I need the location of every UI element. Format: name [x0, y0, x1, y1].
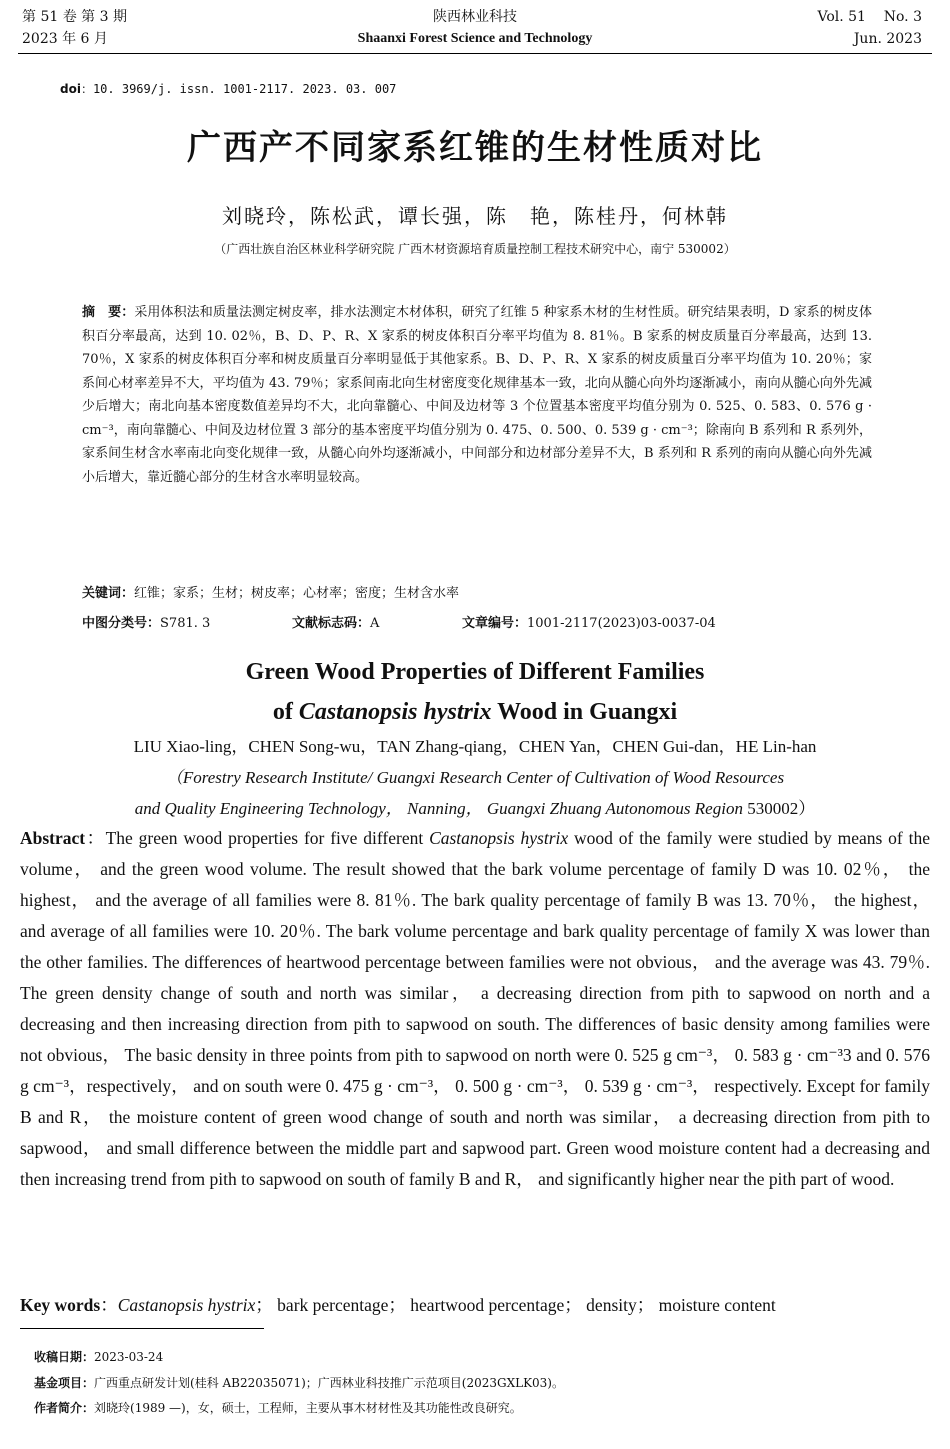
volume-cn: 第 51 卷 第 3 期	[22, 9, 127, 25]
doc-code-value: A	[370, 616, 380, 631]
abstract-en-species: Castanopsis hystrix	[429, 828, 569, 848]
received-date: 2023-03-24	[94, 1350, 164, 1364]
title-en-2a: of	[272, 699, 299, 725]
keywords-en-colon: ：	[100, 1295, 118, 1315]
doc-code-label: 文献标志码：	[292, 616, 371, 631]
affiliation-cn: （广西壮族自治区林业科学研究院 广西木材资源培育质量控制工程技术研究中心，南宁 530002）	[214, 242, 736, 256]
article-no-label: 文章编号：	[462, 616, 528, 631]
keywords-cn-label: 关键词：	[82, 586, 135, 601]
doi-label: doi	[60, 82, 81, 96]
keywords-cn	[82, 582, 459, 606]
received-label: 收稿日期：	[34, 1350, 95, 1364]
affiliation-en	[0, 762, 950, 824]
date-cn: 2023 年 6 月	[22, 31, 108, 47]
abstract-cn-text: 采用体积法和质量法测定树皮率，排水法测定木材体积，研究了红锥 5 种家系木材的生材性质。研究结果表明，D 家系的树皮体积百分率最高，达到 10. 02％，B、D、P、R、X 家系的树皮体积百分率平均值为 8. 81％。B 家系的树皮质量百分率最高，达到 13. 70％，X 家系的树皮体积百分率和树皮质量百分率明显低于其他家系。B、D、P、R、X 家系的树皮质量百分率平均值为 10. 20％；家系间心材率差异不大，平均值为 43. 79％；家系间南北向生材密度变化规律基本一致，北向从髓心向外均逐渐减小，南向从髓心向外先减少后增大；南北向基本密度数值差异均不大，北向靠髓心、中间及边材等 3 个位置基本密度平均值分别为 0. 525、0. 583、0. 576 g · cm⁻³，南向靠髓心、中间及边材位置 3 部分的基本密度平均值分别为 0. 475、0. 500、0. 539 g · cm⁻³；除南向 B 系列和 R 系列外，家系间生材含水率南北向变化规律一致，从髓心向外均逐渐减小，中间部分和边材部分差异不大，B 系列和 R 系列的南向从髓心向外先减小后增大，靠近髓心部分的生材含水率明显较高。	[82, 305, 872, 485]
title-en-line1: Green Wood Properties of Different Families	[245, 659, 705, 685]
title-en-2c: Wood in Guangxi	[491, 699, 678, 725]
abstract-en-a: ：The green wood properties for five different	[85, 828, 430, 848]
fund-label: 基金项目：	[34, 1376, 95, 1390]
journal-name-en: Shaanxi Forest Science and Technology	[357, 31, 593, 46]
authors-cn: 刘晓玲，陈松武，谭长强，陈 艳，陈桂丹，何林韩	[222, 204, 728, 228]
article-no-value: 1001-2117(2023)03-0037-04	[527, 616, 716, 631]
abstract-en	[20, 823, 930, 1195]
abstract-cn	[82, 301, 872, 489]
footnote-divider	[20, 1328, 264, 1329]
keywords-en-species: Castanopsis hystrix	[117, 1295, 256, 1315]
header-divider	[18, 53, 932, 54]
keywords-en-rest: ； bark percentage； heartwood percentage； density； moisture content	[255, 1295, 776, 1315]
fund-text: 广西重点研发计划(桂科 AB22035071)；广西林业科技推广示范项目(2023GXLK03)。	[94, 1376, 564, 1390]
footnote-author	[34, 1397, 522, 1419]
title-en-species: Castanopsis hystrix	[298, 699, 492, 725]
affiliation-en-line2-text: and Quality Engineering Technology， Nanning， Guangxi Zhuang Autonomous Region	[134, 799, 748, 818]
paper-title-cn: 广西产不同家系红锥的生材性质对比	[187, 128, 763, 168]
author-bio-label: 作者简介：	[34, 1401, 95, 1415]
doi	[60, 80, 396, 97]
doi-value: ：10. 3969/j. issn. 1001-2117. 2023. 03. 007	[80, 82, 397, 96]
journal-name-cn: 陕西林业科技	[433, 9, 517, 25]
affiliation-en-line1: （Forestry Research Institute/ Guangxi Research Center of Cultivation of Wood Resources	[165, 768, 785, 787]
abstract-en-b: wood of the family were studied by means of the volume， and the green wood volume. The result showed that the bark volume percentage of family D was 10. 02％， the highest， and the average of all families were 8. 81％. The bark quality percentage of family B was 13. 70％， the highest， and average of all families were 10. 20％. The bark volume percentage and bark quality percentage of family X was lower than the other families. The differences of heartwood percentage between families were not obvious， and the average was 43. 79％. The green density change of south and north was similar， a decreasing direction from pith to sapwood on north and a decreasing and then increasing direction from pith to sapwood on south. The differences of basic density among families were not obvious， The basic density in three points from pith to sapwood on north were 0. 525 g cm⁻³， 0. 583 g · cm⁻³3 and 0. 576 g cm⁻³，respectively， and on south were 0. 475 g · cm⁻³， 0. 500 g · cm⁻³， 0. 539 g · cm⁻³， respectively. Except for family B and R， the moisture content of green wood change of south and north was similar， a decreasing direction from pith to sapwood， and small difference between the middle part and sapwood part. Green wood moisture content had a decreasing and then increasing trend from pith to sapwood on south of family B and R， and significantly higher near the pith part of wood.	[20, 828, 930, 1189]
keywords-cn-text: 红锥；家系；生材；树皮率；心材率；密度；生材含水率	[134, 586, 460, 601]
abstract-cn-label: 摘 要：	[82, 305, 135, 320]
footnote-received	[34, 1346, 163, 1368]
keywords-en	[20, 1290, 930, 1321]
classification-row	[82, 612, 882, 636]
header-center	[0, 6, 950, 50]
author-bio-text: 刘晓玲(1989 —)，女，硕士，工程师，主要从事木材材性及其功能性改良研究。	[94, 1401, 522, 1415]
paper-title-en	[0, 652, 950, 732]
class-label: 中图分类号：	[82, 616, 161, 631]
header-right	[818, 6, 923, 50]
date-en: Jun. 2023	[853, 31, 922, 47]
affiliation-en-line2	[0, 793, 950, 824]
abstract-en-label: Abstract	[20, 828, 86, 848]
keywords-en-label: Key words	[20, 1295, 101, 1315]
volume-en: Vol. 51 No. 3	[817, 9, 922, 25]
class-value: S781. 3	[160, 616, 211, 631]
title-en-line2	[0, 692, 950, 732]
footnote-fund	[34, 1372, 564, 1394]
affiliation-en-postcode: 530002）	[747, 799, 816, 818]
authors-en: LIU Xiao-ling，CHEN Song-wu，TAN Zhang-qiang，CHEN Yan，CHEN Gui-dan，HE Lin-han	[133, 737, 817, 756]
